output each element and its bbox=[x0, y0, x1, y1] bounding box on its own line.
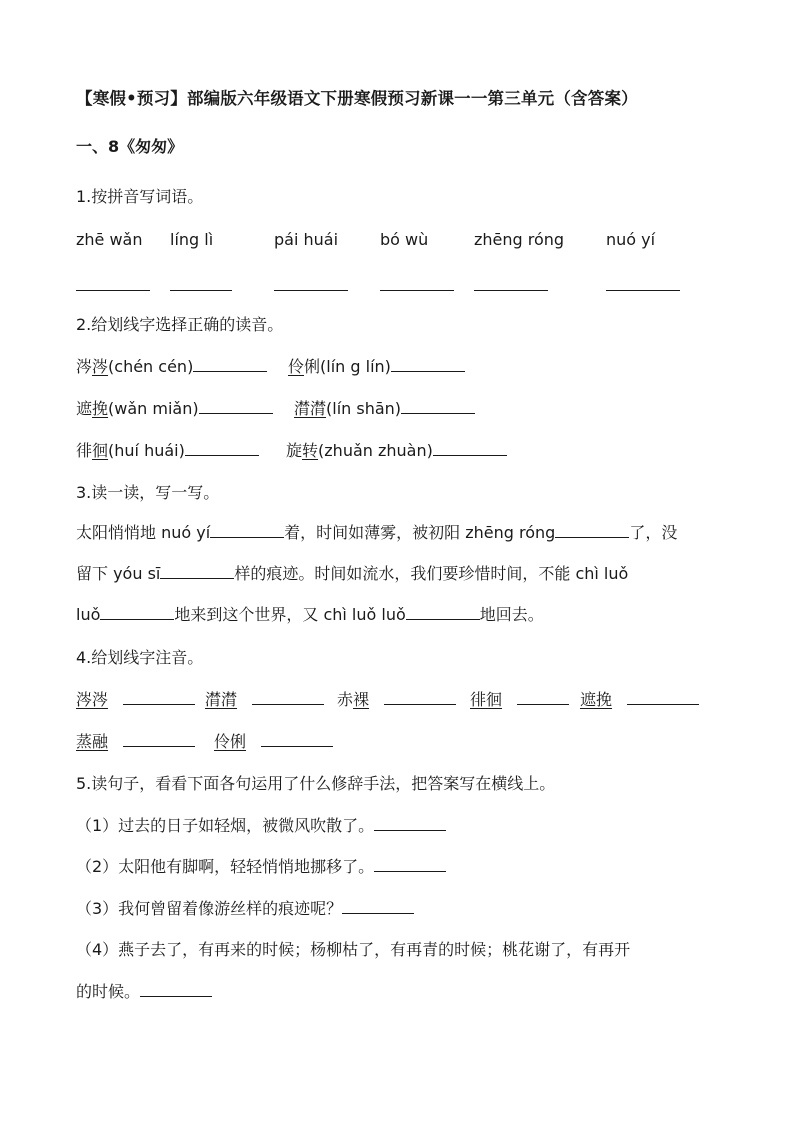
q1-answer-blank-5[interactable] bbox=[474, 290, 548, 291]
document-title: 【寒假•预习】部编版六年级语文下册寒假预习新课一一第三单元（含答案） bbox=[76, 89, 638, 108]
q4-row-1b: 潸潸 bbox=[205, 689, 324, 711]
q1-answer-blank-4[interactable] bbox=[380, 290, 454, 291]
q3-blank-1[interactable] bbox=[210, 522, 284, 538]
q1-pinyin-4: bó wù bbox=[380, 230, 429, 249]
q1-pinyin-2: líng lì bbox=[170, 230, 214, 249]
q5-prompt: 5.读句子，看看下面各句运用了什么修辞手法，把答案写在横线上。 bbox=[76, 774, 556, 793]
q2-blank-6[interactable] bbox=[433, 440, 507, 456]
q3-blank-5[interactable] bbox=[406, 604, 480, 620]
q1-pinyin-6: nuó yí bbox=[606, 230, 656, 249]
q1-pinyin-3: pái huái bbox=[274, 230, 339, 249]
q1-answer-blank-6[interactable] bbox=[606, 290, 680, 291]
q5-sentence-4: （4）燕子去了，有再来的时候；杨柳枯了，有再青的时候；桃花谢了，有再开 bbox=[76, 940, 631, 959]
q4-row-2b: 伶俐 bbox=[214, 731, 333, 753]
q2-item-3: 遮挽(wǎn miǎn) bbox=[76, 398, 273, 420]
q5-sentence-4-cont: 的时候。 bbox=[76, 981, 212, 1003]
q4-blank-7[interactable] bbox=[261, 731, 333, 747]
q4-blank-5[interactable] bbox=[627, 689, 699, 705]
q5-blank-1[interactable] bbox=[374, 815, 446, 831]
q3-line-3: luǒ 地来到这个世界，又 chì luǒ luǒ 地回去。 bbox=[76, 605, 544, 624]
q2-item-6: 旋转(zhuǎn zhuàn) bbox=[286, 440, 507, 462]
q5-blank-2[interactable] bbox=[374, 856, 446, 872]
q2-item-1: 涔涔(chén cén) bbox=[76, 356, 267, 378]
q3-blank-2[interactable] bbox=[555, 522, 629, 538]
q2-blank-4[interactable] bbox=[401, 398, 475, 414]
q2-blank-2[interactable] bbox=[391, 356, 465, 372]
q5-sentence-3: （3）我何曾留着像游丝样的痕迹呢？ bbox=[76, 898, 414, 920]
q1-pinyin-5: zhēng róng bbox=[474, 230, 565, 249]
q3-line-2: 留下 yóu sī 样的痕迹。时间如流水，我们要珍惜时间，不能 chì luǒ bbox=[76, 564, 629, 583]
q3-line-1: 太阳悄悄地 nuó yí 着，时间如薄雾，被初阳 zhēng róng 了，没 bbox=[76, 523, 678, 542]
q5-sentence-1: （1）过去的日子如轻烟，被微风吹散了。 bbox=[76, 815, 446, 837]
q4-blank-6[interactable] bbox=[123, 731, 195, 747]
q4-prompt: 4.给划线字注音。 bbox=[76, 648, 204, 667]
q3-prompt: 3.读一读，写一写。 bbox=[76, 483, 220, 502]
q5-blank-4[interactable] bbox=[140, 981, 212, 997]
q5-sentence-2: （2）太阳他有脚啊，轻轻悄悄地挪移了。 bbox=[76, 856, 446, 878]
q2-prompt: 2.给划线字选择正确的读音。 bbox=[76, 315, 284, 334]
q5-blank-3[interactable] bbox=[342, 898, 414, 914]
q4-row-1d: 徘徊 bbox=[470, 689, 569, 711]
q2-item-5: 徘徊(huí huái) bbox=[76, 440, 259, 462]
section-heading: 一、8《匆匆》 bbox=[76, 137, 184, 156]
q4-row-1e: 遮挽 bbox=[580, 689, 699, 711]
q1-prompt: 1.按拼音写词语。 bbox=[76, 187, 204, 206]
q2-blank-1[interactable] bbox=[193, 356, 267, 372]
q4-blank-3[interactable] bbox=[384, 689, 456, 705]
q4-blank-4[interactable] bbox=[517, 689, 569, 705]
q2-item-2: 伶俐(lín g lín) bbox=[288, 356, 465, 378]
q4-row-2: 蒸融 bbox=[76, 731, 195, 753]
q1-answer-blank-3[interactable] bbox=[274, 290, 348, 291]
q2-blank-3[interactable] bbox=[199, 398, 273, 414]
q4-blank-2[interactable] bbox=[252, 689, 324, 705]
q1-pinyin-1: zhē wǎn bbox=[76, 230, 143, 249]
q2-blank-5[interactable] bbox=[185, 440, 259, 456]
q4-blank-1[interactable] bbox=[123, 689, 195, 705]
q3-blank-3[interactable] bbox=[160, 563, 234, 579]
q3-blank-4[interactable] bbox=[100, 604, 174, 620]
q1-answer-blank-1[interactable] bbox=[76, 290, 150, 291]
q2-item-4: 潸潸(lín shān) bbox=[294, 398, 475, 420]
q1-answer-blank-2[interactable] bbox=[170, 290, 232, 291]
q4-row-1: 涔涔 bbox=[76, 689, 195, 711]
q4-row-1c: 赤裸 bbox=[337, 689, 456, 711]
